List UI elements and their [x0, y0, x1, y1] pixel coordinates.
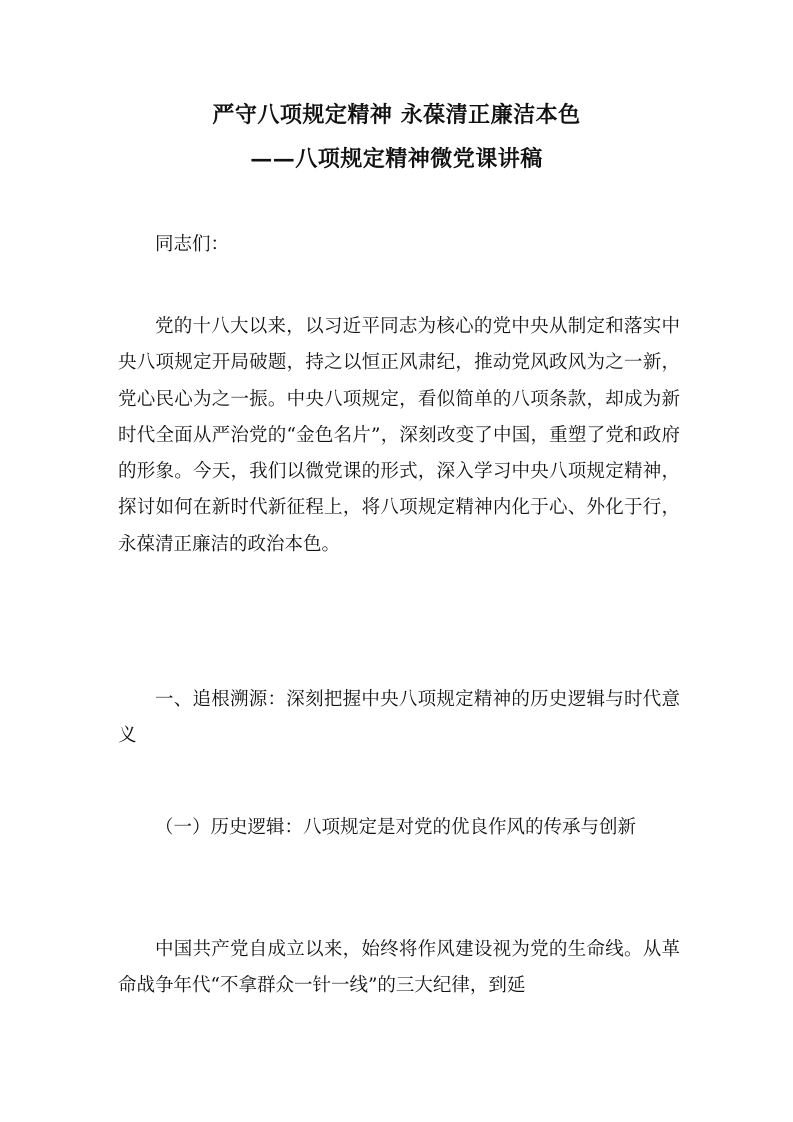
greeting-paragraph: 同志们： [155, 234, 230, 255]
intro-paragraph: 党的十八大以来，以习近平同志为核心的党中央从制定和落实中央八项规定开局破题，持之以恒正风肃纪，推动党风政风为之一新，党心民心为之一振。中央八项规定，看似简单的八项条款，却成为新时代全面从严治党的“金色名片”，深刻改变了中国，重塑了党和政府的形象。今天，我们以微党课的形式，深入学习中央八项规定精神，探讨如何在新时代新征程上，将八项规定精神内化于心、外化于行，永葆清正廉洁的政治本色。 [118, 316, 680, 555]
document-subtitle: ——八项规定精神微党课讲稿 [250, 146, 543, 172]
subsection-heading: （一）历史逻辑：八项规定是对党的优良作风的传承与创新 [155, 817, 637, 838]
document-title: 严守八项规定精神 永葆清正廉洁本色 [212, 102, 581, 128]
section-heading: 一、追根溯源：深刻把握中央八项规定精神的历史逻辑与时代意义 [118, 689, 680, 747]
body-paragraph: 中国共产党自成立以来，始终将作风建设视为党的生命线。从革命战争年代“不拿群众一针一线”的三大纪律，到延 [118, 939, 680, 997]
